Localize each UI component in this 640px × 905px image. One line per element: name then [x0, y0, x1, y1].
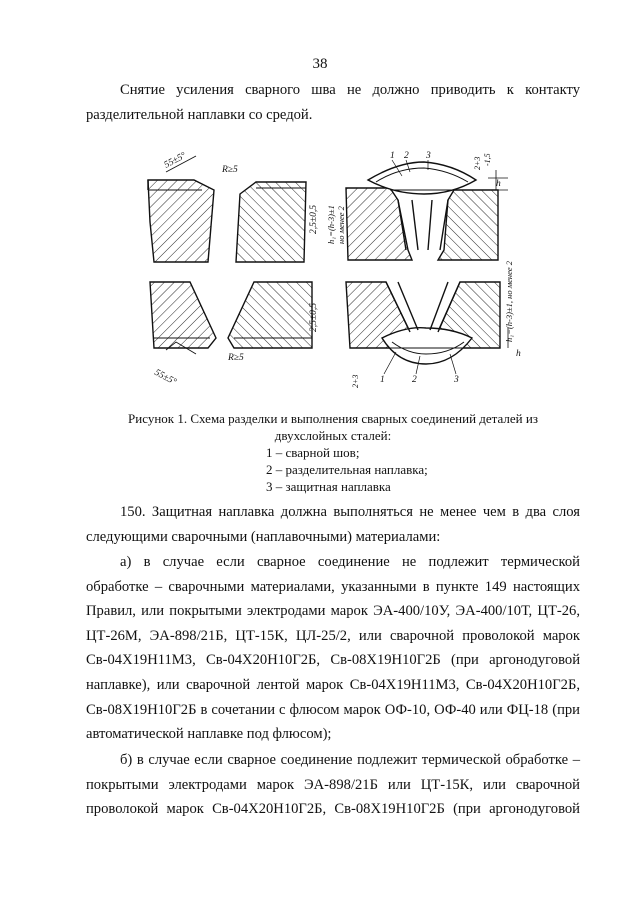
label-number-2-top: 2: [404, 151, 409, 161]
label-dim-small-top: 2+3: [473, 156, 482, 170]
label-number-3-top: 3: [426, 151, 431, 161]
label-dim-h1-bottom: h₁=(h-3)±1, но менее 2: [504, 260, 514, 342]
welding-diagram: [136, 142, 520, 400]
section-150-paragraph: [86, 500, 580, 549]
text-line: разделительной наплавки со средой.: [86, 106, 313, 123]
caption-line: Рисунок 1. Схема разделки и выполнения сварных соединений деталей из: [128, 411, 538, 426]
label-number-3-bottom: 3: [454, 375, 459, 385]
label-h-top: h: [496, 179, 501, 189]
text-line: Снятие усиления сварного шва не должно приводить к контакту: [120, 82, 580, 98]
label-number-2-bottom: 2: [412, 375, 417, 385]
label-dim-tolerance-bottom: 2,5±0,5: [309, 303, 319, 332]
figure-legend: [266, 444, 428, 495]
label-dim-small-top2: -1,5: [483, 153, 492, 166]
text-line: Правил, или покрытыми электродами марок ЭА-400/10У, ЭА-400/10Т, ЦТ-26,: [86, 603, 580, 620]
legend-item: 2 – разделительная наплавка;: [266, 462, 428, 477]
label-radius-bottom: R≥5: [228, 353, 244, 363]
label-h-bottom: h: [516, 349, 521, 359]
text-line: следующими сварочными (наплавочными) материалами:: [86, 528, 441, 545]
label-number-1-bottom: 1: [380, 375, 385, 385]
label-radius-top: R≥5: [222, 165, 238, 175]
label-angle-bottom: 55±5°: [152, 367, 178, 388]
caption-line: двухслойных сталей:: [274, 428, 392, 443]
label-dim-h1-top: h₁=(h-3)±1: [326, 205, 336, 244]
text-line: обработке – сварочными материалами, указанными в пункте 149 настоящих: [86, 578, 580, 595]
text-line: наплавке), или сварочной лентой марок Св-04Х19Н11М3, Св-04Х20Н10Г2Б,: [86, 676, 580, 693]
label-dim-h1-top-note: но менее 2: [336, 206, 346, 244]
legend-item: 1 – сварной шов;: [266, 445, 360, 460]
text-line: б) в случае если сварное соединение подлежит термической обработке –: [120, 752, 580, 768]
label-dim-tolerance-top: 2,5±0,5: [309, 205, 319, 234]
welding-joint-figure: [136, 142, 520, 400]
text-line: Св-08Х19Н10Г2Б в сочетании с флюсом марок ОФ-10, ОФ-40 или ФЦ-18 (при: [86, 701, 580, 718]
legend-item: 3 – защитная наплавка: [266, 479, 391, 494]
item-b-paragraph: [86, 748, 580, 822]
label-angle-top: 55±5°: [162, 150, 188, 171]
intro-paragraph: [86, 78, 580, 127]
text-line: 150. Защитная наплавка должна выполняться не менее чем в два слоя: [120, 504, 580, 520]
text-line: ЦТ-26М, ЭА-898/21Б, ЦТ-15К, ЦЛ-25/2, или сварочной проволокой марок: [86, 627, 580, 644]
item-a-paragraph: [86, 550, 580, 747]
text-line: а) в случае если сварное соединение не подлежит термической: [120, 554, 580, 570]
text-line: автоматической наплавке под флюсом);: [86, 726, 332, 743]
page-number: 38: [312, 56, 328, 72]
label-dim-small-bottom: 2+3: [351, 374, 360, 388]
figure-caption: [86, 410, 580, 444]
text-line: Св-04Х19Н11М3, Св-04Х20Н10Г2Б, Св-08Х19Н10Г2Б (при аргонодуговой: [86, 652, 580, 669]
text-line: проволокой марок Св-04Х20Н10Г2Б, Св-08Х19Н10Г2Б (при аргонодуговой: [86, 801, 580, 818]
label-number-1-top: 1: [390, 151, 395, 161]
text-line: покрытыми электродами марок ЭА-898/21Б или ЦТ-15К, или сварочной: [86, 776, 580, 793]
